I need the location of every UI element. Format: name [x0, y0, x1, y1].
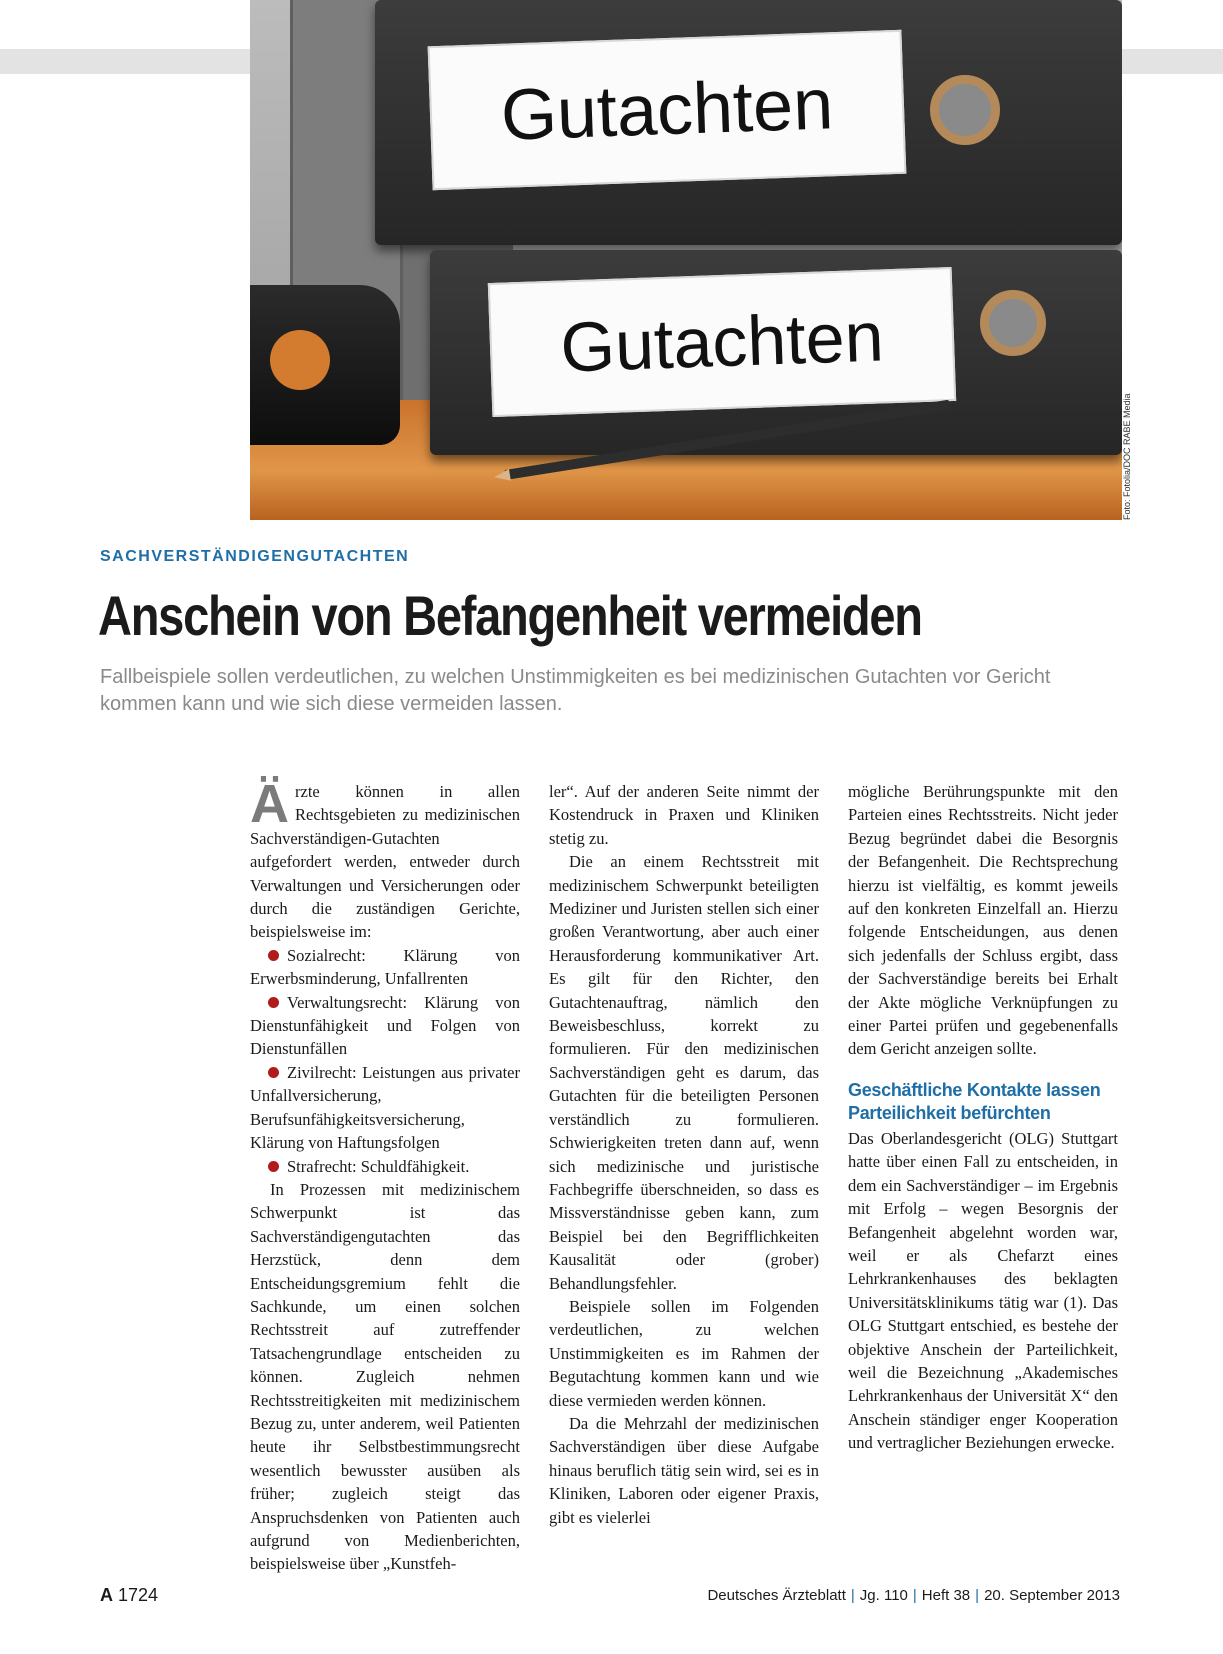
bullet-text: Sozialrecht: Klärung von Erwerbsminderung, Unfallrenten	[250, 945, 520, 989]
intro-paragraph	[250, 774, 520, 944]
headline: Anschein von Befangenheit vermeiden	[98, 584, 922, 647]
deck: Fallbeispiele sollen verdeutlichen, zu welchen Unstimmigkeiten es bei medizinischen Gutachten vor Gericht kommen kann und wie sich diese vermeiden lassen.	[100, 666, 1051, 715]
kicker: SACHVERSTÄNDIGENGUTACHTEN	[100, 548, 410, 565]
binder-label-bottom: Gutachten	[488, 267, 956, 417]
body-paragraph: mögliche Berührungspunkte mit den Parteien eines Rechtsstreits. Nicht jeder Bezug begründet dabei die Besorgnis der Befangenheit. Die Rechtsprechung hierzu ist vielfältig, es kommt jeweils auf den konkreten Einzelfall an. Hierzu folgende Entscheidungen, aus denen sich jedenfalls der Schluss ergibt, dass der Sachverständige bereits bei Erhalt der Akte mögliche Verknüpfungen zu einer Partei prüfen und gegebenenfalls dem Gericht anzeigen sollte.	[848, 782, 1118, 1059]
bullet-text: Verwaltungsrecht: Klärung von Dienstunfähigkeit und Folgen von Dienstunfällen	[250, 992, 520, 1059]
text-column-2	[549, 780, 819, 1529]
photo-credit: Foto: Fotolia/DOC RABE Media	[1122, 393, 1132, 520]
body-paragraph: Das Oberlandesgericht (OLG) Stuttgart hatte über einen Fall zu entscheiden, in dem ein Sachverständiger – im Ergebnis mit Erfolg – wegen Besorgnis der Befangenheit abgelehnt worden war, weil er als Chefarzt eines Lehrkrankenhauses des beklagten Universitätsklinikums tätig war (1). Das OLG Stuttgart entschied, es bestehe der objektive Anschein der Parteilichkeit, weil die Bezeichnung „Akademisches Lehrkrankenhaus der Universität X“ den Anschein ständiger enger Kooperation und vertraglicher Beziehungen erwecke.	[848, 1128, 1118, 1453]
bullet-icon	[268, 997, 279, 1008]
binder-top	[375, 0, 1122, 245]
footer-separator: |	[912, 1587, 917, 1604]
journal-footer	[707, 1587, 1120, 1604]
body-paragraph: Beispiele sollen im Folgenden verdeutlichen, zu welchen Unstimmigkeiten es im Rahmen der Begutachtung kommen kann und wie diese vermieden werden können.	[549, 1296, 819, 1410]
footer-separator: |	[850, 1587, 855, 1604]
binder-ring-top	[930, 75, 1000, 145]
footer-separator: |	[975, 1587, 980, 1604]
text-column-1	[250, 774, 520, 1576]
text-column-3	[848, 780, 1118, 1455]
section-subheading: Geschäftliche Kontakte lassen Parteilichkeit befürchten	[848, 1079, 1101, 1123]
body-paragraph: In Prozessen mit medizinischem Schwerpunkt ist das Sachverständigengutachten das Herzstück, denn dem Entscheidungsgremium fehlt die Sachkunde, um einen solchen Rechtsstreit auf zutreffender Tatsachengrundlage entscheiden zu können. Zugleich nehmen Rechtsstreitigkeiten mit medizinischem Bezug zu, unter anderem, weil Patienten heute ihr Selbstbestimmungsrecht wesentlich bewusster ausüben als früher; zugleich steigt das Anspruchsdenken von Patienten auch aufgrund von Medienberichten, beispielsweise über „Kunstfeh-	[250, 1179, 520, 1574]
body-paragraph: Die an einem Rechtsstreit mit medizinischem Schwerpunkt beteiligten Mediziner und Juristen stellen sich einer großen Verantwortung, aber auch einer Herausforderung kommunikativer Art. Es gilt für den Richter, den Gutachtenauftrag, nämlich den Beweisbeschluss, korrekt zu formulieren. Für den medizinischen Sachverständigen geht es darum, das Gutachten für die beteiligten Personen verständlich zu formulieren. Schwierigkeiten treten dann auf, wenn sich medizinische und juristische Fachbegriffe überschneiden, so dass es Missverständnisse geben kann, zum Beispiel bei den Begrifflichkeiten Kausalität oder (grober) Behandlungsfehler.	[549, 852, 819, 1293]
pencil-tip	[493, 469, 511, 483]
drop-cap: Ä	[250, 774, 289, 834]
page-number	[100, 1585, 158, 1606]
journal-date: 20. September 2013	[984, 1587, 1120, 1604]
bullet-item	[250, 944, 520, 991]
binder-label-top: Gutachten	[428, 30, 907, 190]
intro-text: rzte können in allen Rechtsgebieten zu medizinischen Sachverständigen-Gutachten aufgefordert werden, entweder durch Verwaltungen und Versicherungen oder durch die zuständigen Gerichte, beispielsweise im:	[250, 782, 520, 942]
journal-name: Deutsches Ärzteblatt	[707, 1587, 846, 1604]
bullet-text: Zivilrecht: Leistungen aus privater Unfallversicherung, Berufsunfähigkeitsversicherung, Klärung von Haftungsfolgen	[250, 1062, 520, 1153]
binder-ring-bottom	[980, 290, 1046, 356]
bullet-item	[250, 1061, 520, 1155]
bullet-text: Strafrecht: Schuldfähigkeit.	[287, 1156, 470, 1176]
bullet-icon	[268, 1161, 279, 1172]
bullet-icon	[268, 950, 279, 961]
binder-bottom	[430, 250, 1122, 455]
hole-punch-opening	[270, 330, 330, 390]
bullet-icon	[268, 1067, 279, 1078]
journal-issue: Heft 38	[921, 1587, 971, 1604]
page-number-value: 1724	[118, 1585, 159, 1605]
body-paragraph: ler“. Auf der anderen Seite nimmt der Kostendruck in Praxen und Kliniken stetig zu.	[549, 782, 819, 848]
bullet-item	[250, 1155, 520, 1178]
bullet-item	[250, 991, 520, 1061]
article-photo	[250, 0, 1122, 520]
page-prefix: A	[100, 1585, 113, 1605]
journal-volume: Jg. 110	[859, 1587, 908, 1604]
body-paragraph: Da die Mehrzahl der medizinischen Sachverständigen über diese Aufgabe hinaus beruflich tätig sein wird, sei es in Kliniken, Laboren oder eigener Praxis, gibt es vielerlei	[549, 1413, 819, 1527]
